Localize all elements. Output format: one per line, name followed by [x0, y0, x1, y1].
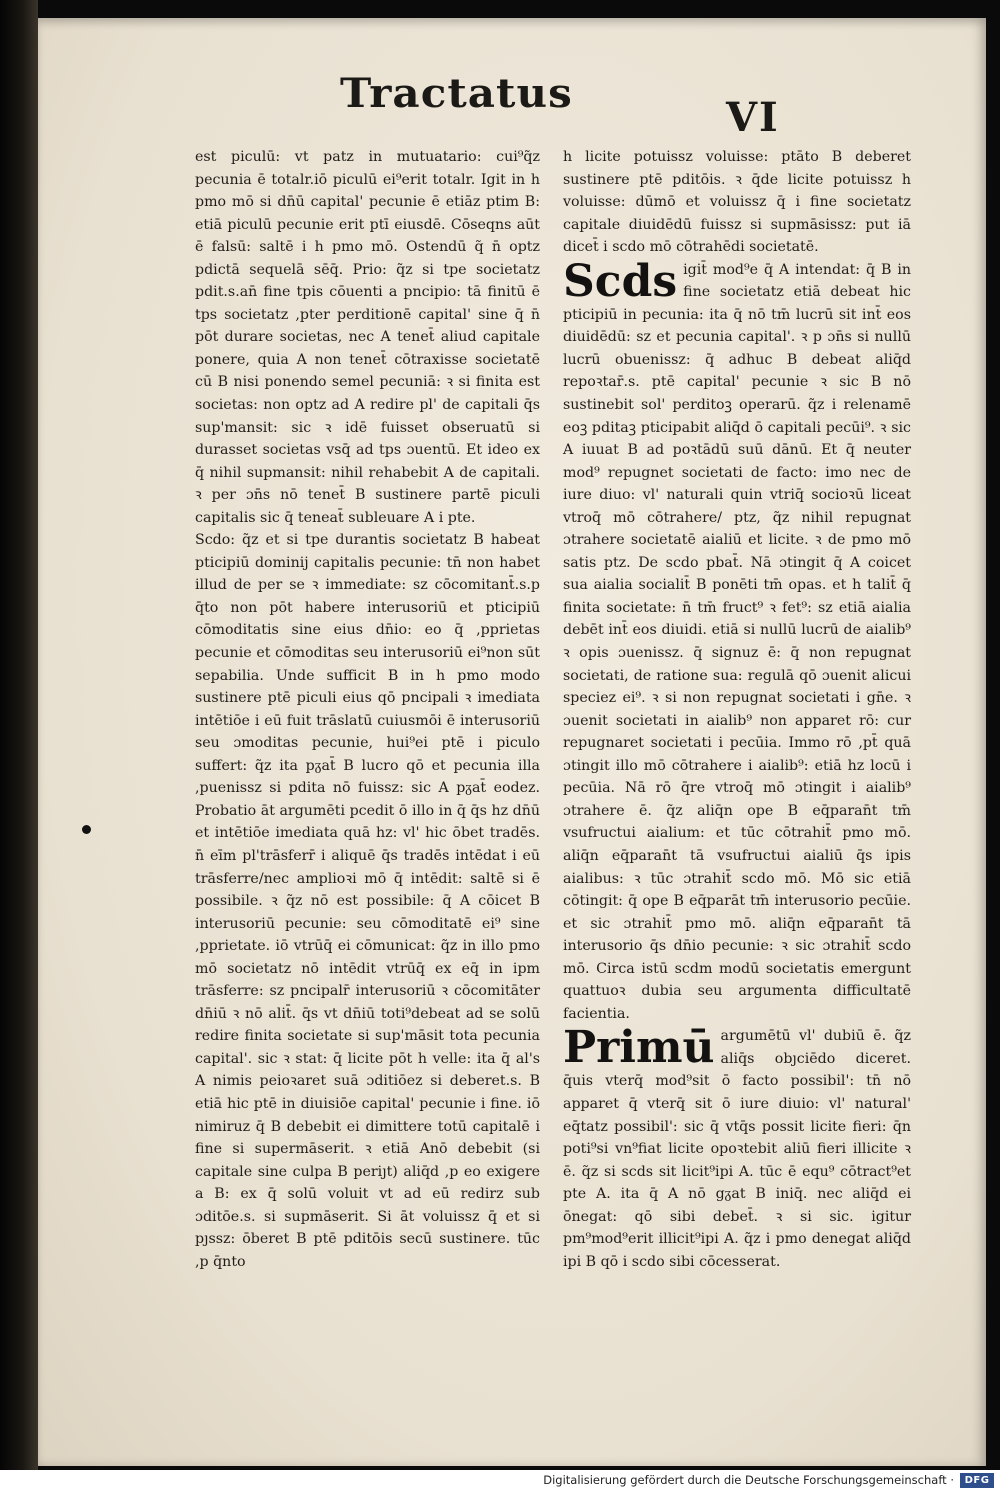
scan-left-edge — [0, 0, 38, 1470]
drop-initial: Primū — [563, 1022, 715, 1074]
margin-mark — [82, 825, 91, 834]
funding-text: Digitalisierung gefördert durch die Deutsche Forschungsgemeinschaft · — [543, 1473, 954, 1487]
text-column-right — [563, 146, 911, 1273]
text-column-left — [195, 146, 540, 1273]
drop-initial: Scds — [563, 255, 678, 307]
paragraph-text: igit̄ mod⁹e q̄ A intendat: q̄ B in fine societatz etiā debeat hic pticipiū in pecunia: ita q̄ nō tm̄ lucrū sit int̄ eos diuidēdū: sz et pecunia capital'. ꝛ p ɔn̄s si nullū lucrū obuenissz: q̄ adhuc B debeat aliq̄d repoꝛtar̄.s. ptē capital' pecunie ꝛ sic B nō sustinebit sol' perditoꝫ operarū. q̃z i relenamē eoꝫ pditaꝫ pticipabit aliq̄d ō capitali pecūi⁹. ꝛ sic A iuuat B ad poꝛtādū suū dānū. Et q̄ neuter mod⁹ repugnet societati de facto: imo nec de iure diuo: vl' naturali quin vtriq̄ socioꝛū liceat vtroq̄ mō cōtrahere/ ptz, q̃z nihil repugnat ɔtrahere societatē aialiū et licite. ꝛ de pmo mō satis ptz. De scdo pbat̄. Nā ɔtingit q̄ A coicet sua aialia socialit̄ B ponēti tm̄ opas. et h talit̄ q̄ finita societate: n̄ tm̄ fruct⁹ ꝛ fet⁹: sz etiā aialia debēt int̄ eos diuidi. etiā si nullū lucrū de aialib⁹ ꝛ opis ɔuenissz. q̄ signuz ē: q̄ non repugnat societati, de ratione sua: regulā qō ɔuenit alicui speciez ei⁹. ꝛ si non repugnat societati i gn̄e. ꝛ ɔuenit societati in aialib⁹ non apparet rō: cur repugnaret societati i pecūia. Immo rō ,pt̄ quā ɔtingit illo mō cōtrahere i aialib⁹: etiā hz locū i pecūia. Nā rō q̄re vtroq̄ mō ɔtingit i aialib⁹ ɔtrahere ē. q̃z aliq̄n ope B eq̄paran̄t tm̄ vsufructui aialium: et tūc cōtrahit̄ pmo mō. aliq̄n eq̄paran̄t tā vsufructui aialiū q̄s ipis aialibus: ꝛ tūc ɔtrahit̄ scdo mō. Mō sic etiā cōtingit: q̄ ope B eq̄parāt tm̄ interusorio pecūie. et sic ɔtrahit̄ pmo mō. aliq̄n eq̄paran̄t tā interusorio q̄s dn̄io pecunie: ꝛ sic ɔtrahit̄ scdo mō. Circa istū scdm modū societatis emergunt quattuoꝛ dubia seu argumenta difficultatē facientia. — [563, 261, 911, 1022]
funding-footer — [0, 1470, 1000, 1492]
paragraph-with-initial — [563, 1022, 911, 1273]
paragraph: Scdo: q̃z et si tpe durantis societatz B habeat pticipiū dominij capitalis pecunie: tn̄ non habet illud de per se ꝛ immediate: sz cōcomitant̄.s.p q̄to non pōt habere interusoriū et pticipiū cōmoditatis sine eius dn̄io: eo q̄ ,pprietas pecunie et cōmoditas seu interusoriū ei⁹non sūt sepabilia. Unde sufficit B in h pmo modo sustinere ptē piculi eius qō pncipali ꝛ imediata intētiōe i eū fuit trāslatū cuiusmōi ē interusoriū seu ɔmoditas pecunie, hui⁹ei ptē i piculo suffert: q̃z ita pᵹat̄ B lucro qō et pecunia illa ,puenissz si pdita nō fuissz: sic A pᵹat̄ eodez. Probatio āt argumēti pcedit ō illo in q̄ q̄s hz dn̄ū et intētiōe imediata quā hz: vl' hic ōbet tradēs. n̄ eīm pl'trāsferr̄ i aliquē q̄s tradēs intēdat i eū trāsferre/nec amplioꝛi mō q̄ intēdit: saltē si ē possibile. ꝛ q̃z nō est possibile: q̄ A cōicet B interusoriū pecunie: seu cōmoditatē ei⁹ sine ,pprietate. iō vtrūq̄ ei cōmunicat: q̃z in illo pmo mō societatz nō intēdit vtrūq̄ ex eq̄ in ipm trāsferre: sz pncipalr̄ interusoriū ꝛ cōcomitāter dn̄iū ꝛ nō alit̄. q̄s vt dn̄iū toti⁹debeat ad se solū redire finita societate si sup'māsit tota pecunia capital'. sic ꝛ stat: q̄ licite pōt h velle: ita q̄ al's A nimis peioꝛaret suā ɔditiōez si deberet.s. B etiā hic ptē in diuisiōe capital' pecunie i fine. iō nimiruz q̄ B debebit ei dimittere totū capitalē i fine si supermāserit. ꝛ etiā Anō debebit (si capitale sine culpa B periȷt) aliq̄d ,p eo exigere a B: ex q̄ solū voluit vt ad eū redirz sub ɔditōe.s. si supmāserit. Si āt voluissz q̄ et si pȷssz: ōberet B ptē pditōis secū sustinere. tūc ,p q̄nto — [195, 532, 540, 1270]
folio-number: VI — [726, 94, 780, 141]
paragraph-with-initial — [563, 255, 911, 1026]
dfg-logo-icon: DFG — [960, 1473, 994, 1488]
paragraph: est piculū: vt patz in mutuatario: cui⁹q̃z pecunia ē totalr.iō piculū ei⁹erit totalr. Igit in h pmo mō si dn̄ū capital' pecunie ē etiāz ptim B: etiā piculū pecunie erit ptī eiusdē. Cōseqns aūt ē falsū: saltē i h pmo mō. Ostendū q̃ n̄ optz pdictā sequelā sēq̄. Prio: q̃z si tpe societatz pdit.s.an̄ fine tpis cōuenti a pncipio: tā finitū ē tps societatz ,pter perditionē capital' sine q̄ n̄ pōt durare societas, nec A tenet̄ aliud capitale ponere, quia A non tenet̄ cōtraxisse societatē cū B nisi ponendo semel pecuniā: ꝛ si finita est societas: non optz ad A redire pl' de capitali q̄s sup'mansit: sic ꝛ idē fuisset obseruatū si durasset societas vsq̄ ad tps ɔuentū. Et ideo ex q̄ nihil supmansit: nihil rehabebit A de capitali. ꝛ per ɔn̄s nō tenet̄ B sustinere partē piculi capitalis sic q̄ teneat̄ subleuare A i pte. — [195, 149, 540, 526]
paragraph: h licite potuissz voluisse: ptāto B deberet sustinere ptē pditōis. ꝛ q̄de licite potuissz h voluisse: dūmō et voluissz q̄ i fine societatz capitale diuidēdū fuissz si supmāsissz: put iā dicet̄ i scdo mō cōtrahēdi societatē. — [563, 149, 911, 256]
paragraph-text: argumētū vl' dubiū ē. q̃z aliq̄s obȷciēdo diceret. q̄uis vterq̄ mod⁹sit ō facto possibil': tn̄ nō apparet q̄ vterq̄ sit ō iure diuio: vl' natural' eq̄tatz possibil': sic q̄ vtq̄s possit licite fieri: q̄n poti⁹si vn⁹fiat licite opoꝛtebit aliū fieri illicite ꝛ ē. q̃z si scds sit licit⁹ipi A. tūc ē equ⁹ cōtract⁹et pte A. ita q̄ A nō gᵹat B iniq̄. nec aliq̄d ei ōnegat: qō sibi debet̄. ꝛ si sic. igitur pm⁹mod⁹erit illicit⁹ipi A. q̃z i pmo denegat aliq̄d ipi B qō i scdo sibi cōcesserat. — [563, 1028, 911, 1270]
running-title: Tractatus — [340, 70, 573, 117]
